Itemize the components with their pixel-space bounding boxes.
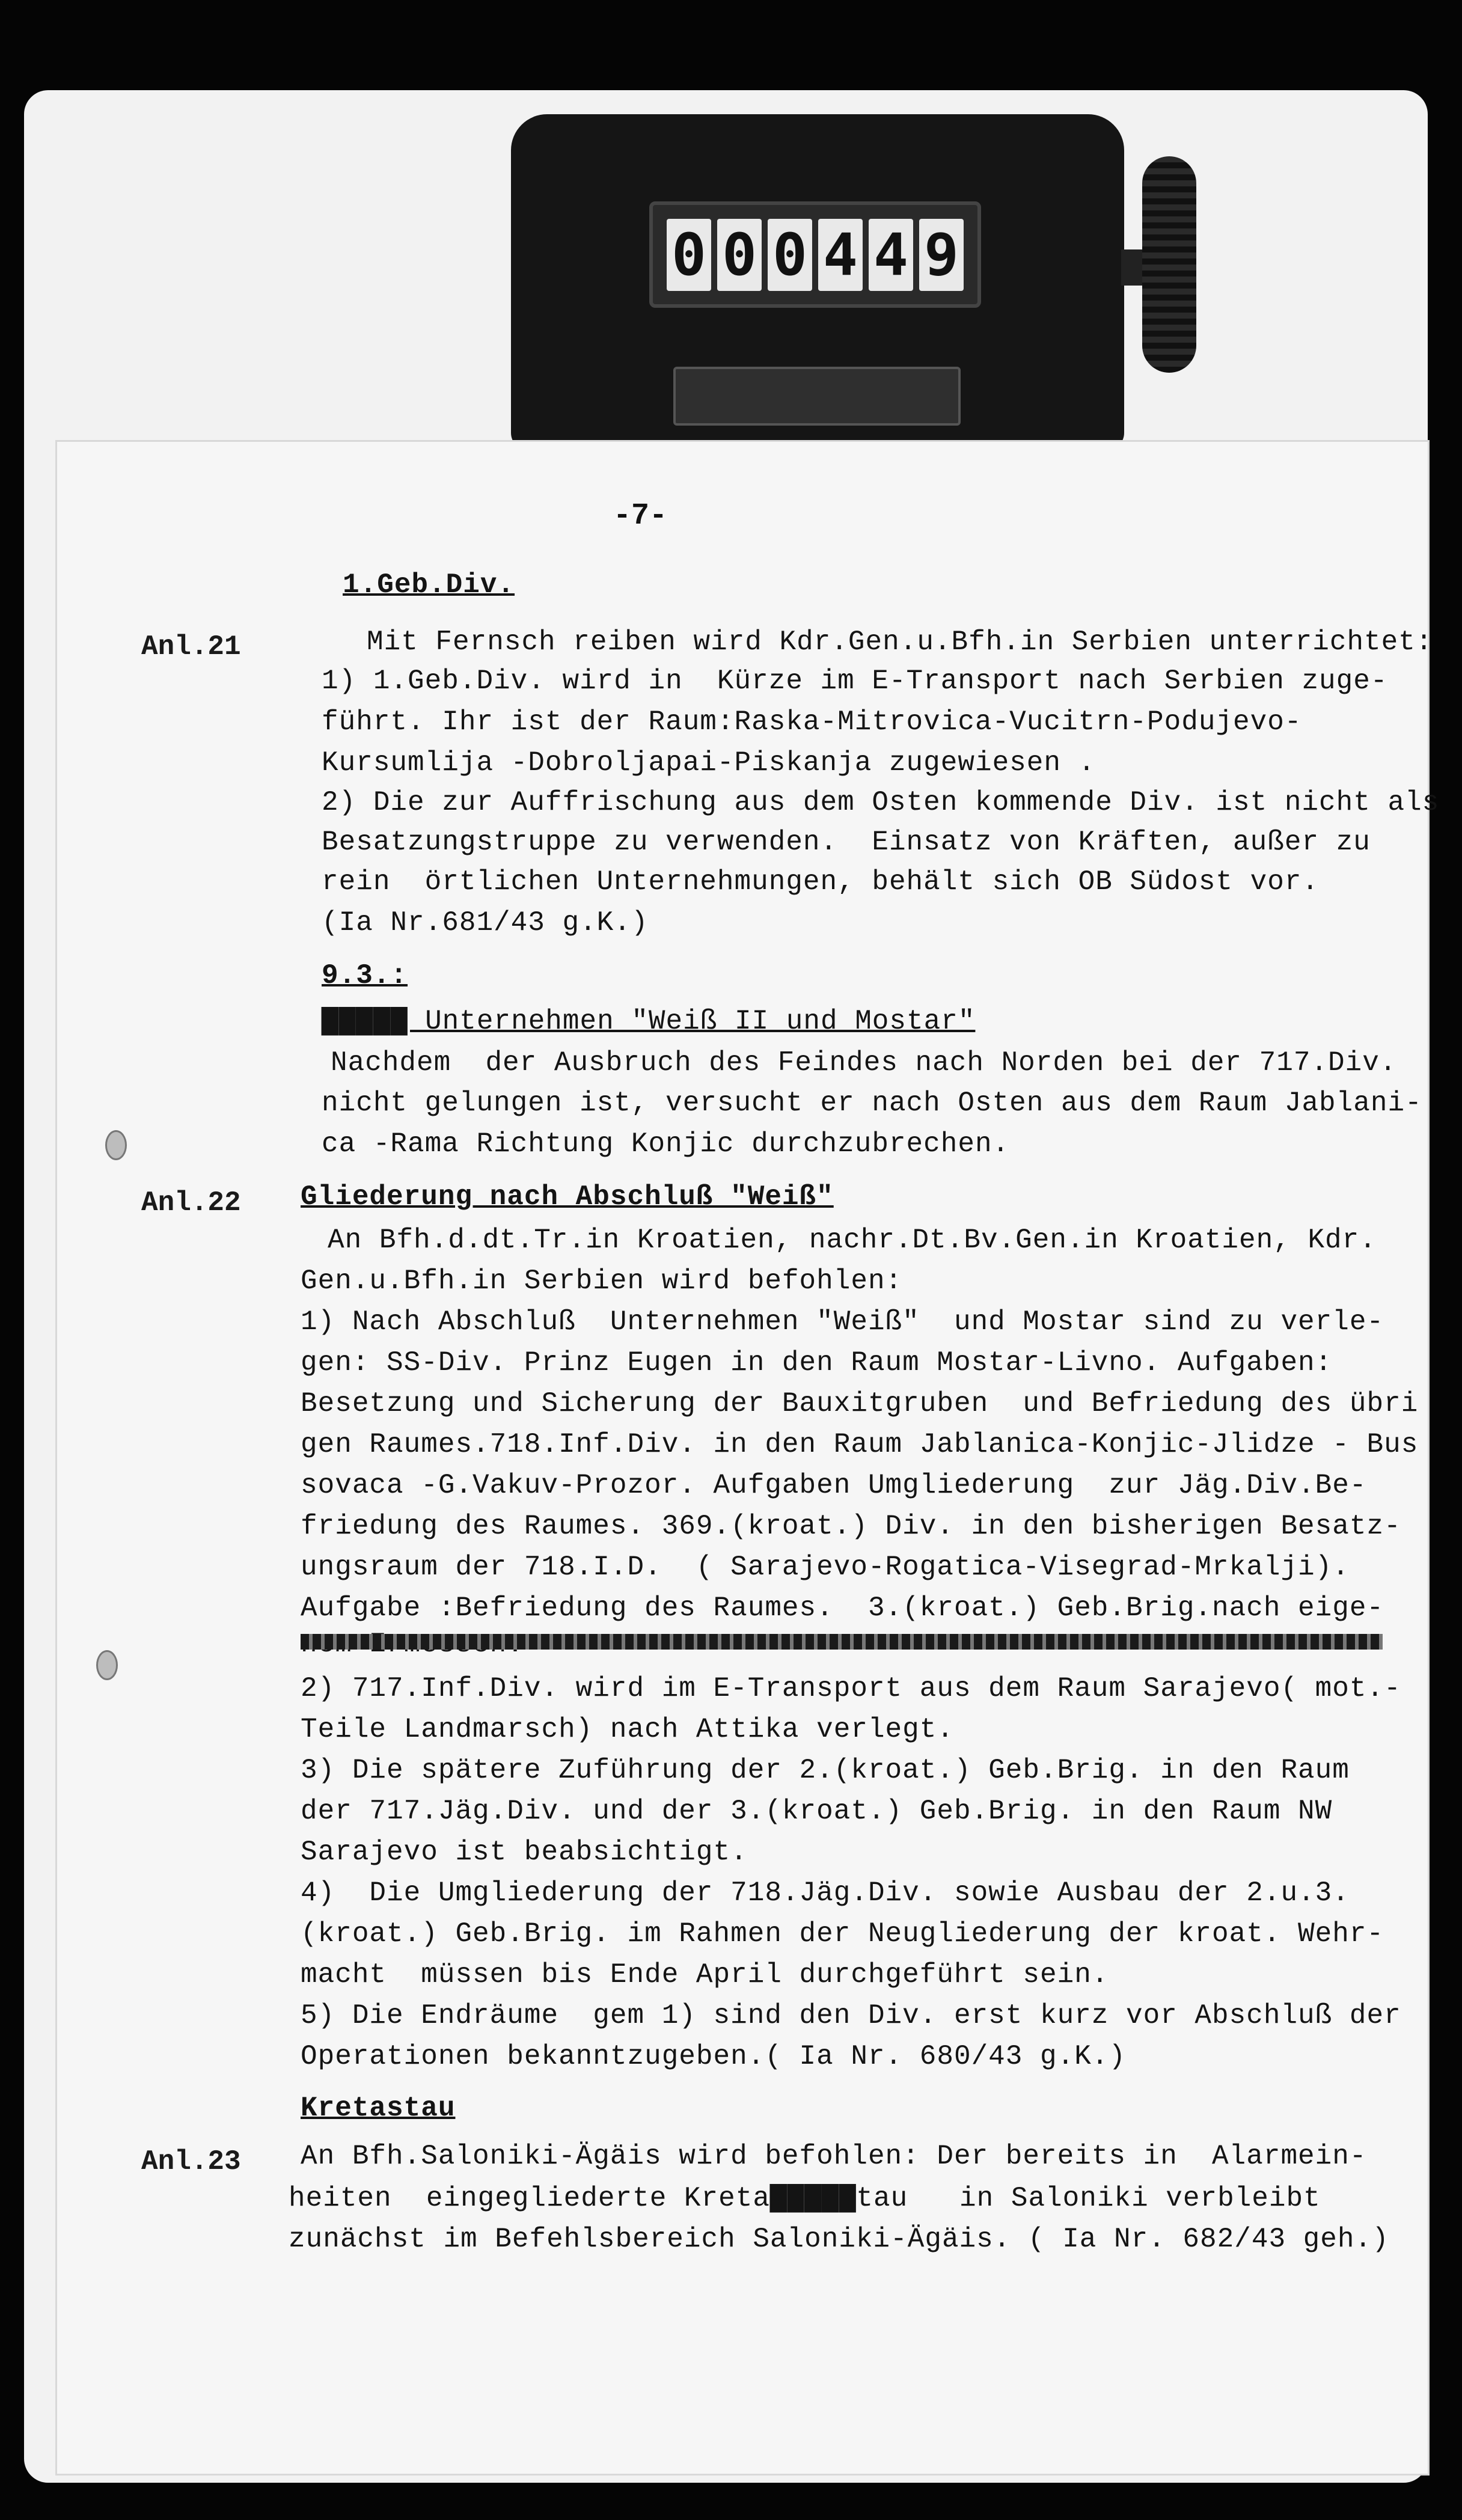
page-number: -7-	[613, 499, 668, 533]
text-line: 5) Die Endräume gem 1) sind den Div. erst kurz vor Abschluß der	[301, 2000, 1401, 2031]
text-line: Besetzung und Sicherung der Bauxitgruben und Befriedung des übri	[301, 1388, 1419, 1419]
text-line: Gen.u.Bfh.in Serbien wird befohlen:	[301, 1265, 903, 1297]
text-line: 1) Nach Abschluß Unternehmen "Weiß" und Mostar sind zu verle-	[301, 1306, 1384, 1338]
text-line: Besatzungstruppe zu verwenden. Einsatz von Kräften, außer zu	[322, 827, 1371, 858]
counter-label-plate	[673, 367, 961, 426]
text-line: Teile Landmarsch) nach Attika verlegt.	[301, 1714, 954, 1745]
text-line: 2) 717.Inf.Div. wird im E-Transport aus dem Raum Sarajevo( mot.-	[301, 1673, 1401, 1704]
counter-digit: 0	[717, 219, 762, 291]
punch-hole-icon	[105, 1130, 127, 1160]
text-line: Sarajevo ist beabsichtigt.	[301, 1836, 748, 1868]
text-line: 1) 1.Geb.Div. wird in Kürze im E-Transport nach Serbien zuge-	[322, 665, 1388, 697]
text-line: rein örtlichen Unternehmungen, behält sich OB Südost vor.	[322, 866, 1320, 898]
text-line: führt. Ihr ist der Raum:Raska-Mitrovica-Vucitrn-Podujevo-	[322, 706, 1302, 738]
text-line: ca -Rama Richtung Konjic durchzubrechen.	[322, 1128, 1010, 1160]
text-line: 2) Die zur Auffrischung aus dem Osten kommende Div. ist nicht als	[322, 787, 1440, 818]
counter-window	[649, 201, 981, 308]
text-line: macht müssen bis Ende April durchgeführt sein.	[301, 1959, 1109, 1990]
section-heading: Kretastau	[301, 2093, 456, 2124]
margin-note: Anl.23	[141, 2146, 241, 2177]
punch-hole-icon	[96, 1650, 118, 1680]
text-line: der 717.Jäg.Div. und der 3.(kroat.) Geb.Brig. in den Raum NW	[301, 1796, 1333, 1827]
counter-knob	[1142, 156, 1196, 373]
text-line: ungsraum der 718.I.D. ( Sarajevo-Rogatica-Visegrad-Mrkalji).	[301, 1552, 1350, 1583]
section-heading: 1.Geb.Div.	[343, 569, 515, 601]
text-line: Operationen bekanntzugeben.( Ia Nr. 680/43 g.K.)	[301, 2041, 1127, 2072]
text-line: Kursumlija -Dobroljapai-Piskanja zugewiesen .	[322, 747, 1096, 778]
section-heading: ▇▇▇▇▇ Unternehmen "Weiß II und Mostar"	[322, 1006, 976, 1037]
text-line: Mit Fernsch reiben wird Kdr.Gen.u.Bfh.in Serbien unterrichtet:	[367, 626, 1433, 658]
typed-strikeout	[301, 1634, 1383, 1650]
text-line: nicht gelungen ist, versucht er nach Osten aus dem Raum Jablani-	[322, 1087, 1422, 1119]
counter-digit: 9	[919, 219, 964, 291]
section-heading: Gliederung nach Abschluß "Weiß"	[301, 1181, 834, 1213]
counter-digit: 0	[667, 219, 711, 291]
margin-note: Anl.22	[141, 1187, 241, 1219]
text-line: zunächst im Befehlsbereich Saloniki-Ägäis. ( Ia Nr. 682/43 geh.)	[289, 2224, 1389, 2255]
text-line: gen Raumes.718.Inf.Div. in den Raum Jablanica-Konjic-Jlidze - Bus	[301, 1429, 1419, 1460]
text-line: Nachdem der Ausbruch des Feindes nach Norden bei der 717.Div.	[331, 1047, 1397, 1078]
counter-digit: 4	[818, 219, 863, 291]
text-line: An Bfh.Saloniki-Ägäis wird befohlen: Der bereits in Alarmein-	[301, 2141, 1367, 2172]
counter-digit: 0	[768, 219, 812, 291]
text-line: (Ia Nr.681/43 g.K.)	[322, 907, 649, 938]
text-line: gen: SS-Div. Prinz Eugen in den Raum Mostar-Livno. Aufgaben:	[301, 1347, 1333, 1378]
text-line: heiten eingegliederte Kreta▇▇▇▇▇tau in Saloniki verbleibt	[289, 2183, 1321, 2214]
date-heading: 9.3.:	[322, 960, 408, 991]
text-line: An Bfh.d.dt.Tr.in Kroatien, nachr.Dt.Bv.Gen.in Kroatien, Kdr.	[328, 1225, 1377, 1256]
text-line: 3) Die spätere Zuführung der 2.(kroat.) Geb.Brig. in den Raum	[301, 1755, 1350, 1786]
text-line: friedung des Raumes. 369.(kroat.) Div. in den bisherigen Besatz-	[301, 1511, 1401, 1542]
margin-note: Anl.21	[141, 631, 241, 662]
text-line: (kroat.) Geb.Brig. im Rahmen der Neugliederung der kroat. Wehr-	[301, 1918, 1384, 1950]
text-line: sovaca -G.Vakuv-Prozor. Aufgaben Umgliederung zur Jäg.Div.Be-	[301, 1470, 1367, 1501]
text-line: 4) Die Umgliederung der 718.Jäg.Div. sowie Ausbau der 2.u.3.	[301, 1877, 1350, 1909]
counter-digit: 4	[869, 219, 913, 291]
counter-knob-axle	[1121, 249, 1145, 286]
page-counter-device	[511, 114, 1124, 451]
text-line: Aufgabe :Befriedung des Raumes. 3.(kroat.) Geb.Brig.nach eige-	[301, 1592, 1384, 1624]
